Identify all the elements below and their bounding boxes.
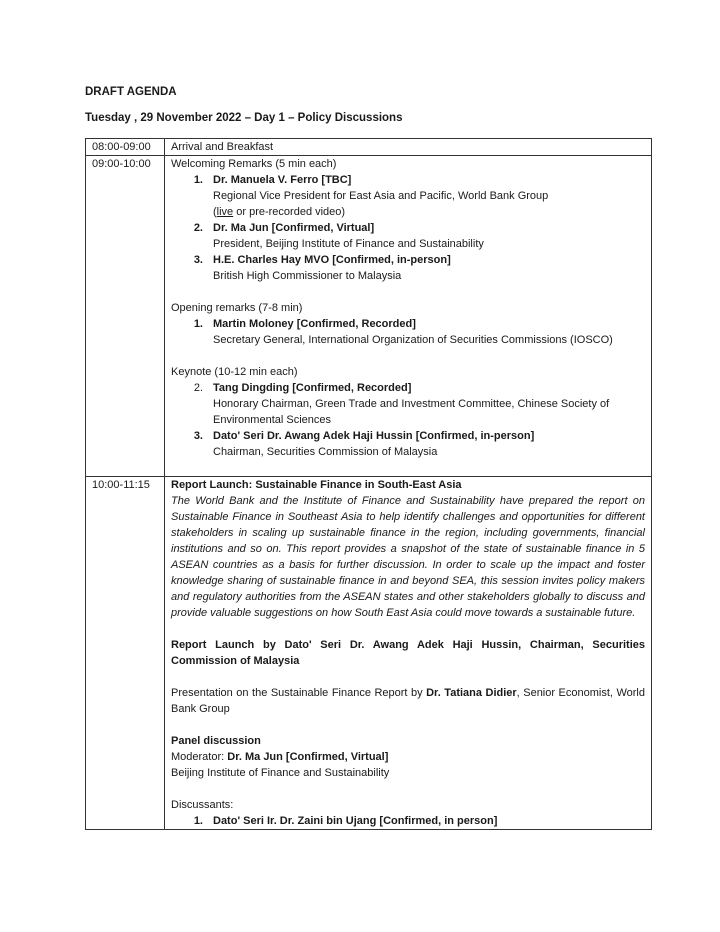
- speaker-name: Dato' Seri Ir. Dr. Zaini bin Ujang [Confirmed, in person]: [213, 815, 498, 827]
- session-cell: [165, 156, 652, 477]
- speaker-role: Secretary General, International Organization of Securities Commissions (IOSCO): [213, 334, 613, 346]
- speaker-name: Tang Dingding [Confirmed, Recorded]: [213, 382, 412, 394]
- live-link[interactable]: live: [216, 206, 234, 218]
- agenda-table: [85, 138, 652, 830]
- document-title: DRAFT AGENDA: [85, 86, 177, 98]
- time-cell: 08:00-09:00: [86, 139, 165, 156]
- speaker-role: Honorary Chairman, Green Trade and Investment Committee, Chinese Society of Environmental Sciences: [213, 398, 610, 426]
- list-item: [171, 172, 645, 220]
- welcoming-heading: Welcoming Remarks (5 min each): [171, 158, 337, 170]
- list-item: [171, 380, 645, 428]
- report-launch-by: Report Launch by Dato' Seri Dr. Awang Adek Haji Hussin, Chairman, Securities Commission of Malaysia: [171, 639, 645, 667]
- presenter-name: Dr. Tatiana Didier: [426, 687, 517, 699]
- list-item: [171, 252, 645, 284]
- agenda-row: [86, 156, 652, 477]
- keynote-heading: Keynote (10-12 min each): [171, 366, 298, 378]
- speaker-name: H.E. Charles Hay MVO [Confirmed, in-person]: [213, 254, 451, 266]
- agenda-row: [86, 477, 652, 830]
- list-item: [171, 428, 645, 460]
- moderator-line: Moderator: Dr. Ma Jun [Confirmed, Virtual]: [171, 751, 389, 763]
- speaker-name: Dato' Seri Dr. Awang Adek Haji Hussin [Confirmed, in-person]: [213, 430, 535, 442]
- session-cell: Arrival and Breakfast: [165, 139, 652, 156]
- item-number: 1.: [193, 815, 203, 827]
- opening-heading: Opening remarks (7-8 min): [171, 302, 303, 314]
- list-item: [171, 813, 645, 829]
- item-number: 2.: [193, 382, 203, 394]
- list-item: [171, 316, 645, 348]
- opening-list: [171, 316, 645, 348]
- moderator-name: Dr. Ma Jun [Confirmed, Virtual]: [227, 751, 389, 763]
- speaker-name: Dr. Ma Jun [Confirmed, Virtual]: [213, 222, 375, 234]
- speaker-role: Regional Vice President for East Asia and Pacific, World Bank Group: [213, 190, 549, 202]
- agenda-row: [86, 139, 652, 156]
- session-cell: [165, 477, 652, 830]
- keynote-list: [171, 380, 645, 460]
- time-cell: 10:00-11:15: [86, 477, 165, 830]
- presentation-line: Presentation on the Sustainable Finance Report by Dr. Tatiana Didier, Senior Economist, World Bank Group: [171, 687, 645, 715]
- item-number: 3.: [193, 430, 203, 442]
- speaker-name: Martin Moloney [Confirmed, Recorded]: [213, 318, 416, 330]
- speaker-note: (live or pre-recorded video): [213, 206, 346, 218]
- panel-heading: Panel discussion: [171, 735, 261, 747]
- session-description: The World Bank and the Institute of Finance and Sustainability have prepared the report on Sustainable Finance in Southeast Asia to help identify challenges and opportunities for different stakeholders in scaling up sustainable finance in the region, including governments, financial institutions and so on. This report provides a snapshot of the state of sustainable finance in 5 ASEAN countries as a basis for further discussion. In order to scale up the impact and foster knowledge sharing of sustainable finance in and beyond SEA, this session invites policy makers and regulatory authorities from the ASEAN states and other stakeholders globally to discuss and provide valuable suggestions on how South East Asia could move towards a sustainable future.: [171, 495, 645, 619]
- item-number: 3.: [193, 254, 203, 266]
- day-heading: Tuesday , 29 November 2022 – Day 1 – Policy Discussions: [85, 112, 403, 124]
- item-number: 1.: [193, 318, 203, 330]
- speaker-name: Dr. Manuela V. Ferro [TBC]: [213, 174, 352, 186]
- discussants-list: [171, 813, 645, 829]
- discussants-label: Discussants:: [171, 799, 234, 811]
- welcoming-list: [171, 172, 645, 284]
- speaker-role: President, Beijing Institute of Finance and Sustainability: [213, 238, 484, 250]
- list-item: [171, 220, 645, 252]
- item-number: 2.: [193, 222, 203, 234]
- session-heading: Report Launch: Sustainable Finance in South-East Asia: [171, 479, 462, 491]
- speaker-role: Chairman, Securities Commission of Malaysia: [213, 446, 438, 458]
- moderator-org: Beijing Institute of Finance and Sustainability: [171, 767, 390, 779]
- speaker-role: British High Commissioner to Malaysia: [213, 270, 402, 282]
- item-number: 1.: [193, 174, 203, 186]
- time-cell: 09:00-10:00: [86, 156, 165, 477]
